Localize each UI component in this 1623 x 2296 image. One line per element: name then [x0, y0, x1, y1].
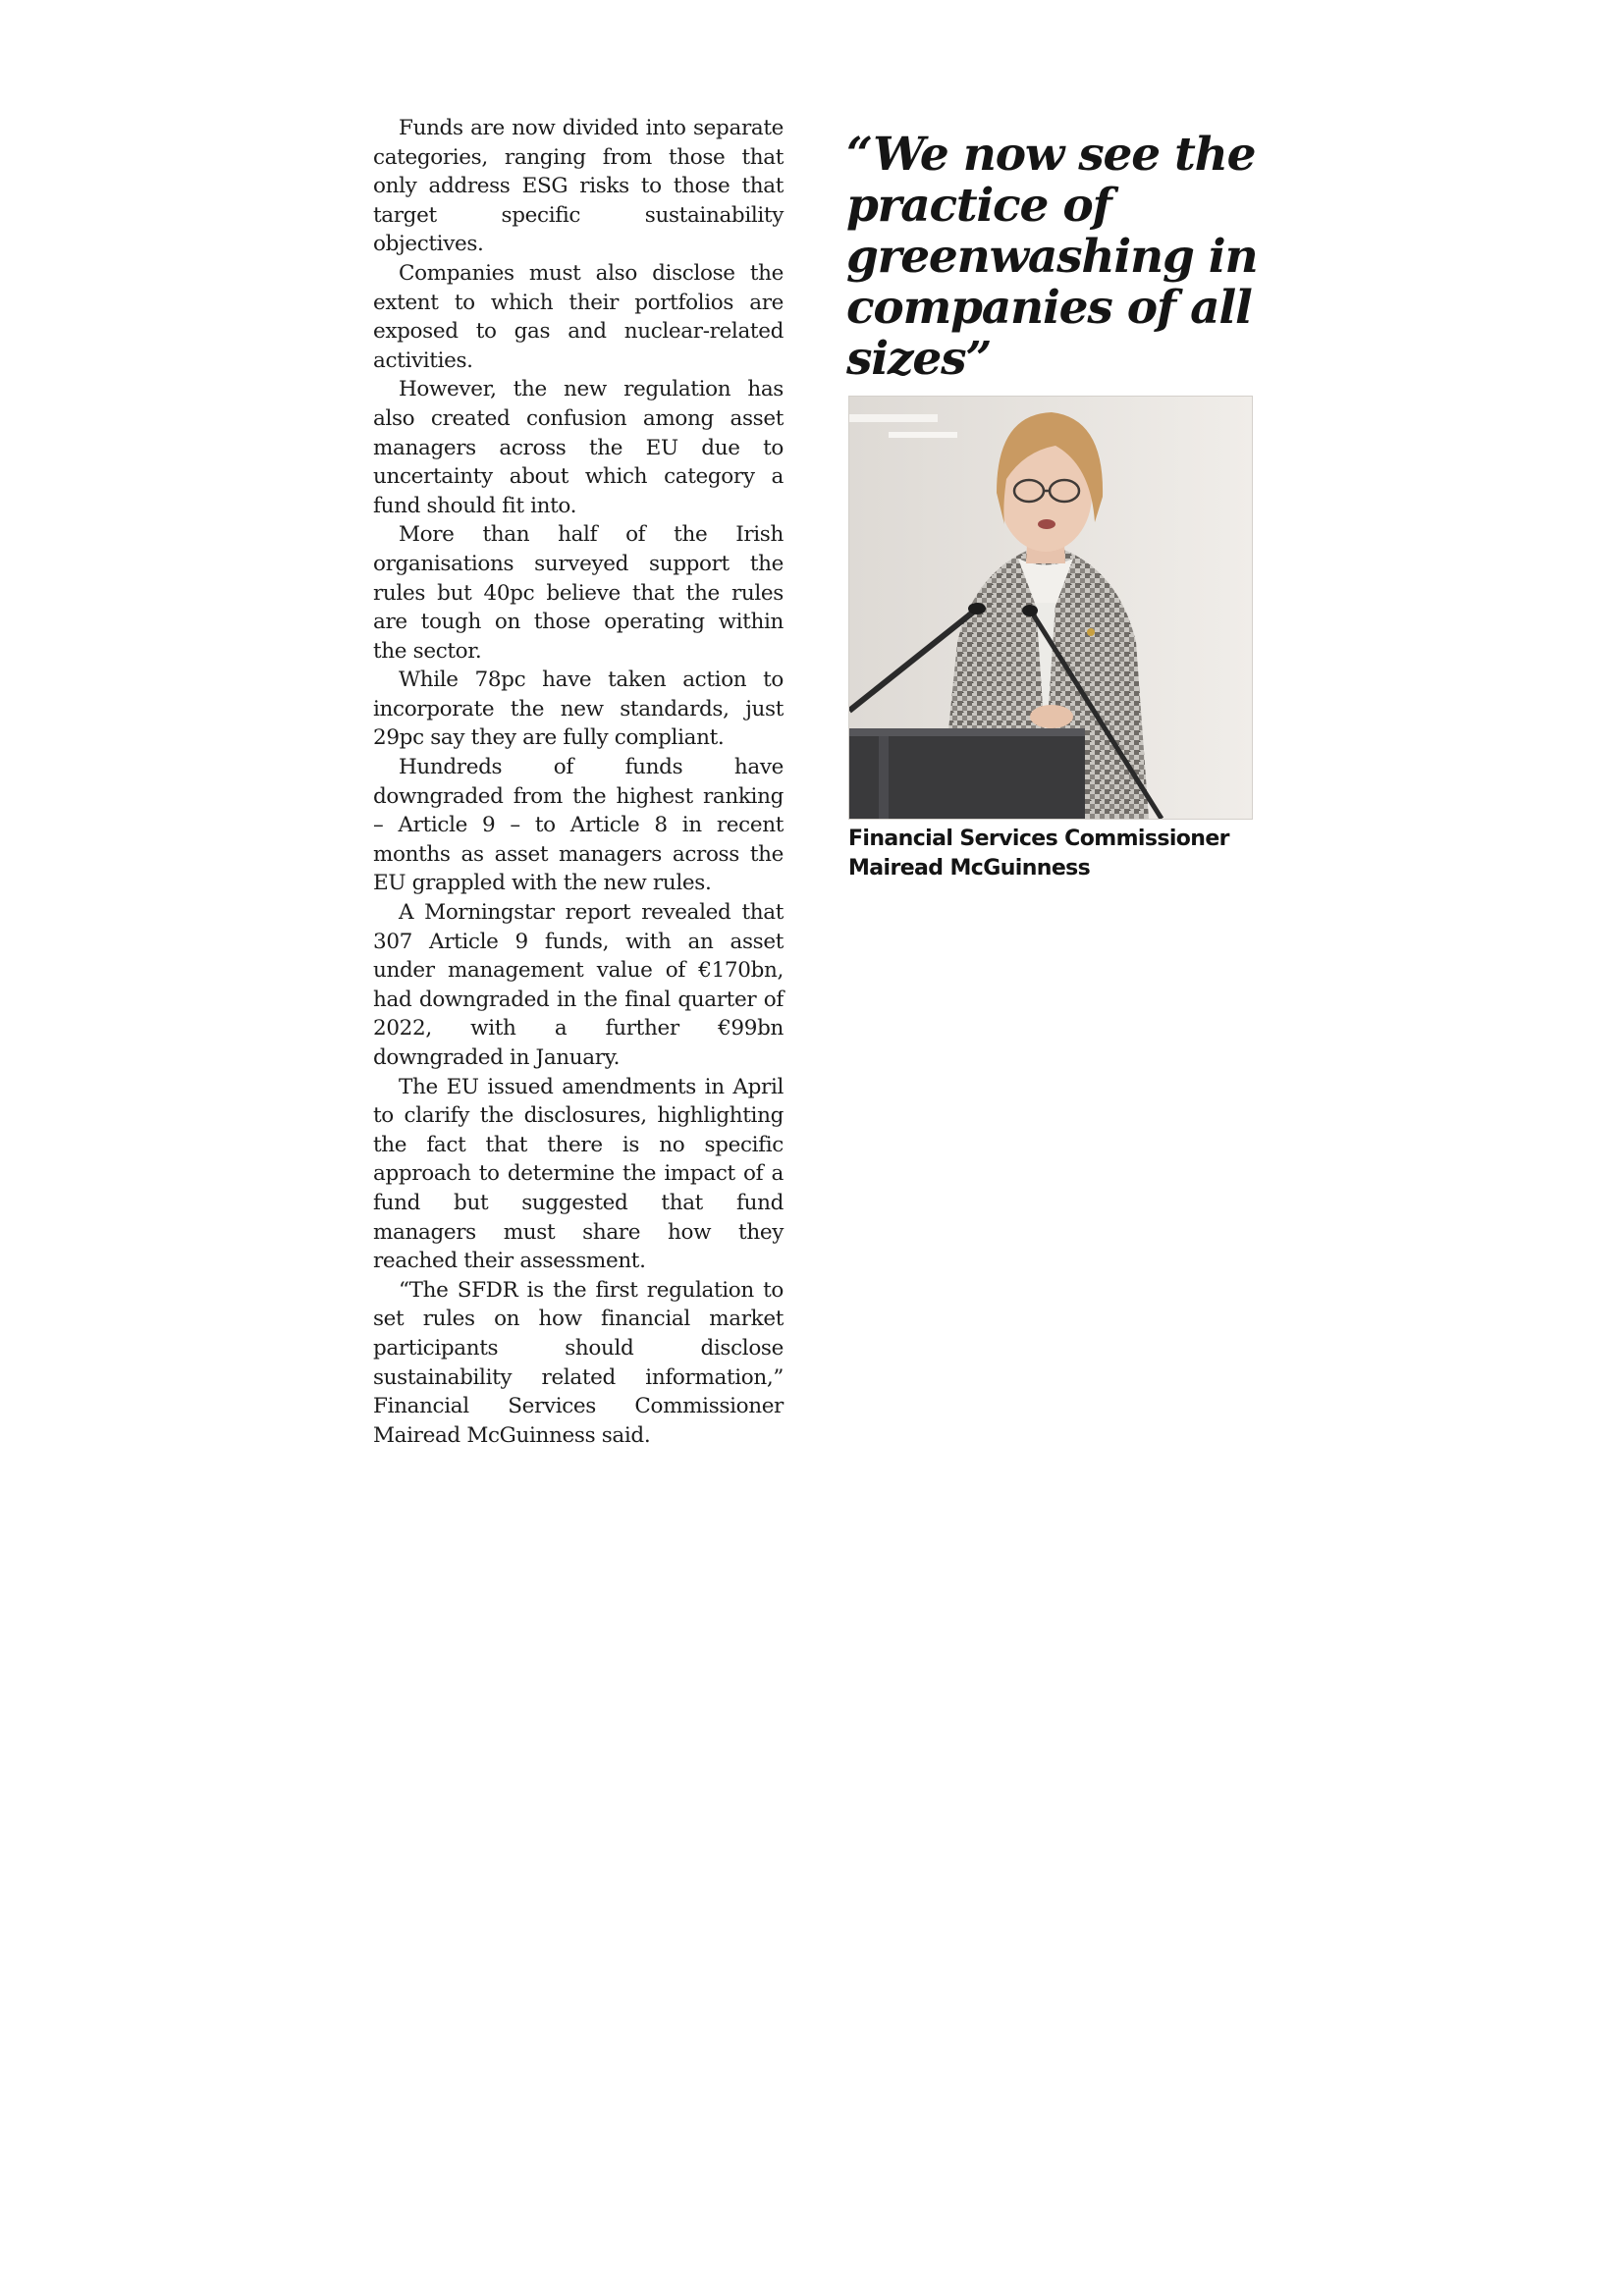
article-paragraph: Funds are now divided into separate categories, ranging from those that only address ESG risks to those that target specific sustainability objectives. [373, 116, 784, 257]
article-paragraph: More than half of the Irish organisations surveyed support the rules but 40pc believe that the rules are tough on those operating within the sector. [373, 522, 784, 664]
article-body [373, 114, 784, 1450]
caption-line: Financial Services Commissioner [848, 827, 1229, 851]
article-paragraph: The EU issued amendments in April to clarify the disclosures, highlighting the fact that there is no specific approach to determine the impact of a fund but suggested that fund managers must share how they reached their assessment. [373, 1074, 784, 1274]
pull-quote: “We now see the practice of greenwashing in companies of all sizes” [846, 128, 1258, 386]
article-paragraph: A Morningstar report revealed that 307 Article 9 funds, with an asset under management value of €170bn, had downgraded in the final quarter of 2022, with a further €99bn downgraded in January. [373, 900, 784, 1070]
photo-caption [848, 825, 1271, 883]
article-paragraph: “The SFDR is the first regulation to set rules on how financial market participants should disclose sustainability related information,” Financial Services Commissioner Mairead McGuinness said. [373, 1277, 784, 1448]
article-paragraph: However, the new regulation has also created confusion among asset managers across the EU due to uncertainty about which category a fund should fit into. [373, 377, 784, 518]
speaker-photo [848, 396, 1253, 820]
article-paragraph: While 78pc have taken action to incorporate the new standards, just 29pc say they are fully compliant. [373, 667, 784, 751]
caption-line: Mairead McGuinness [848, 856, 1091, 881]
article-paragraph: Hundreds of funds have downgraded from the highest ranking – Article 9 – to Article 8 in recent months as asset managers across the EU grappled with the new rules. [373, 755, 784, 896]
article-paragraph: Companies must also disclose the extent to which their portfolios are exposed to gas and nuclear-related activities. [373, 260, 784, 373]
